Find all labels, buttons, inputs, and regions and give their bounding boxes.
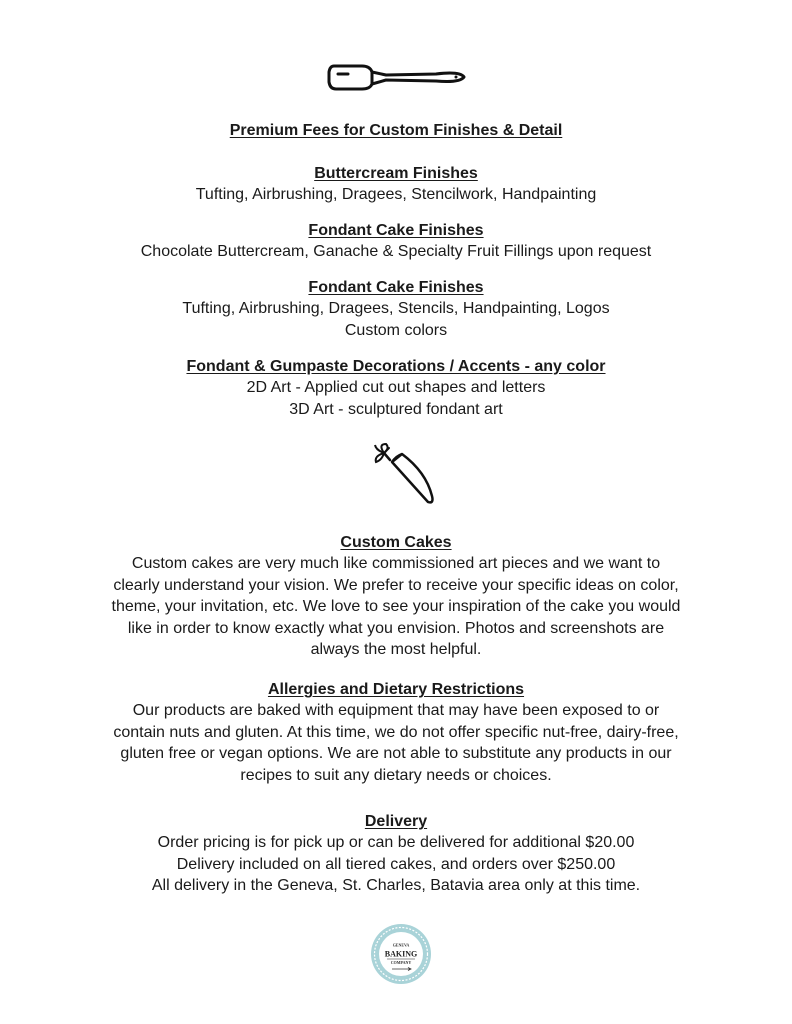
- section-text: contain nuts and gluten. At this time, we do not offer specific nut-free, dairy-free,: [113, 723, 679, 741]
- section-text: gluten free or vegan options. We are not able to substitute any products in our: [120, 745, 672, 762]
- page-title: Premium Fees for Custom Finishes & Detail: [229, 122, 563, 139]
- section-text: Custom colors: [344, 321, 448, 339]
- logo-text-bottom: COMPANY: [390, 960, 412, 965]
- section-text: Order pricing is for pick up or can be delivered for additional $20.00: [157, 834, 635, 851]
- page-title-block: [60, 121, 732, 141]
- piping-bag-icon: [370, 440, 440, 508]
- section-decorations: [60, 357, 732, 420]
- section-text: Chocolate Buttercream, Ganache & Specialty Fruit Fillings upon request: [140, 243, 652, 260]
- section-text: All delivery in the Geneva, St. Charles, Batavia area only at this time.: [151, 877, 641, 894]
- section-allergies: [60, 680, 732, 786]
- section-heading: Fondant Cake Finishes: [308, 222, 484, 239]
- section-text: like in order to know exactly what you envision. Photos and screenshots are: [127, 619, 665, 637]
- section-custom-cakes: [60, 533, 732, 661]
- logo-text-top: GENEVA: [392, 942, 410, 948]
- section-heading: Fondant & Gumpaste Decorations / Accents - any color: [186, 358, 606, 375]
- geneva-baking-company-logo: [370, 923, 432, 985]
- section-text: 3D Art - sculptured fondant art: [289, 400, 503, 418]
- section-text: recipes to suit any dietary needs or choices.: [240, 766, 552, 784]
- section-heading: Delivery: [364, 813, 428, 830]
- logo-text-middle: BAKING: [384, 949, 418, 959]
- section-text: theme, your invitation, etc. We love to see your inspiration of the cake you would: [111, 598, 681, 615]
- section-text: Tufting, Airbrushing, Dragees, Stencils, Handpainting, Logos: [182, 300, 610, 317]
- section-text: clearly understand your vision. We prefer to receive your specific ideas on color,: [113, 576, 679, 594]
- section-heading: Buttercream Finishes: [314, 165, 478, 182]
- section-delivery: [60, 812, 732, 897]
- section-text: 2D Art - Applied cut out shapes and letters: [246, 379, 546, 396]
- section-text: Delivery included on all tiered cakes, and orders over $250.00: [176, 855, 616, 873]
- section-text: Custom cakes are very much like commissioned art pieces and we want to: [131, 555, 661, 572]
- section-buttercream-finishes: [60, 164, 732, 206]
- spatula-icon: [326, 62, 466, 92]
- section-text: always the most helpful.: [310, 641, 482, 658]
- section-heading: Fondant Cake Finishes: [308, 279, 484, 296]
- section-fondant-finishes: [60, 278, 732, 341]
- section-text: Our products are baked with equipment that may have been exposed to or: [132, 702, 660, 719]
- section-heading: Custom Cakes: [340, 534, 452, 551]
- section-fondant-fillings: [60, 221, 732, 263]
- section-heading: Allergies and Dietary Restrictions: [267, 681, 525, 698]
- section-text: Tufting, Airbrushing, Dragees, Stencilwork, Handpainting: [195, 186, 597, 203]
